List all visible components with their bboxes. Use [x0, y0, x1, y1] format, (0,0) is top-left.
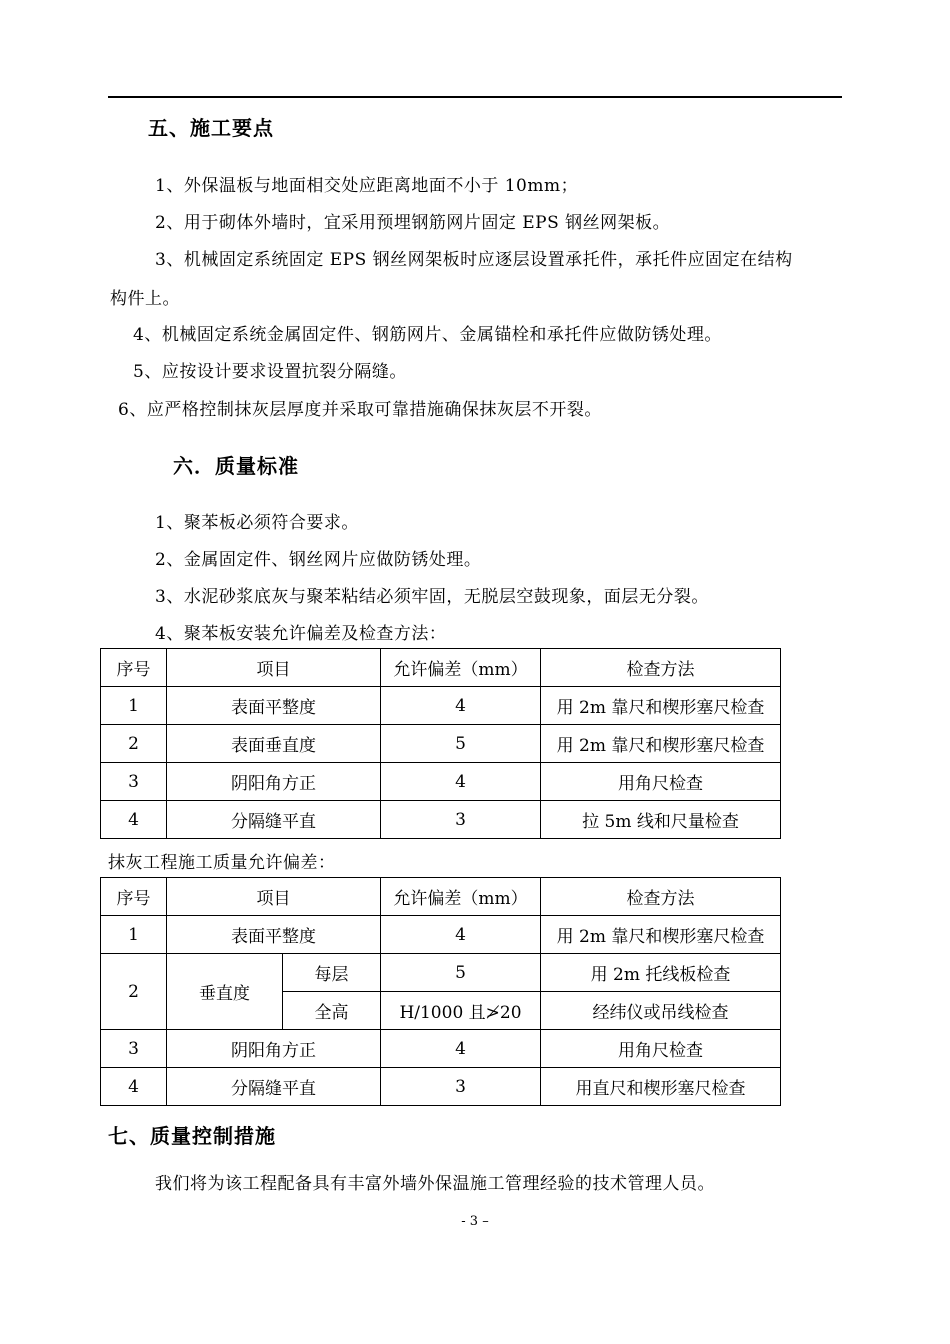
section5-item-2: 2、用于砌体外墙时，宜采用预埋钢筋网片固定 EPS 钢丝网架板。 [155, 213, 671, 233]
table-cell: 全高 [283, 992, 381, 1030]
table-cell: 5 [381, 954, 541, 992]
table-cell: 4 [381, 916, 541, 954]
section5-item-5: 5、应按设计要求设置抗裂分隔缝。 [133, 362, 407, 382]
section6-item-4: 4、聚苯板安装允许偏差及检查方法： [155, 624, 447, 644]
table-cell: 用 2m 靠尺和楔形塞尺检查 [541, 916, 781, 954]
table-cell: 3 [381, 1068, 541, 1106]
section7-title: 七、质量控制措施 [108, 1124, 276, 1148]
table-cell: 4 [381, 763, 541, 801]
table-cell: 1 [101, 916, 167, 954]
table-cell: 表面平整度 [167, 687, 381, 725]
section5-item-6: 6、应严格控制抹灰层厚度并采取可靠措施确保抹灰层不开裂。 [118, 400, 602, 420]
table-header-row [101, 649, 781, 687]
table-cell: 2 [101, 954, 167, 1030]
table-cell: 4 [101, 801, 167, 839]
header-cell: 检查方法 [541, 878, 781, 916]
table-cell: H/1000 且≯20 [381, 992, 541, 1030]
table-cell: 4 [381, 687, 541, 725]
section5-item-3-cont: 构件上。 [110, 289, 180, 309]
table-cell: 阴阳角方正 [167, 1030, 381, 1068]
header-cell: 项目 [167, 649, 381, 687]
table-row [101, 687, 781, 725]
table-cell: 3 [381, 801, 541, 839]
header-cell: 项目 [167, 878, 381, 916]
section6-item-3: 3、水泥砂浆底灰与聚苯粘结必须牢固，无脱层空鼓现象，面层无分裂。 [155, 587, 709, 607]
table-row [101, 954, 781, 992]
section6-item-1: 1、聚苯板必须符合要求。 [155, 513, 359, 533]
table-cell: 用角尺检查 [541, 1030, 781, 1068]
table-cell: 1 [101, 687, 167, 725]
table-cell: 用 2m 靠尺和楔形塞尺检查 [541, 725, 781, 763]
table-cell: 4 [381, 1030, 541, 1068]
section6-title: 六．质量标准 [173, 454, 299, 478]
section7-text: 我们将为该工程配备具有丰富外墙外保温施工管理经验的技术管理人员。 [155, 1174, 715, 1194]
table-cell: 分隔缝平直 [167, 1068, 381, 1106]
table-cell: 拉 5m 线和尺量检查 [541, 801, 781, 839]
header-cell: 允许偏差（mm） [381, 649, 541, 687]
table-cell: 3 [101, 763, 167, 801]
table-cell: 用角尺检查 [541, 763, 781, 801]
header-rule [108, 96, 842, 98]
table-header-row [101, 878, 781, 916]
table-row [101, 763, 781, 801]
table-cell: 每层 [283, 954, 381, 992]
table-row [101, 801, 781, 839]
table-cell: 分隔缝平直 [167, 801, 381, 839]
table-cell: 经纬仪或吊线检查 [541, 992, 781, 1030]
header-cell: 序号 [101, 649, 167, 687]
table-row [101, 725, 781, 763]
deviation-table-1 [100, 648, 781, 839]
table-cell: 用 2m 靠尺和楔形塞尺检查 [541, 687, 781, 725]
table-row [101, 916, 781, 954]
table-cell: 表面平整度 [167, 916, 381, 954]
table-cell: 3 [101, 1030, 167, 1068]
table-cell: 4 [101, 1068, 167, 1106]
table-cell: 用直尺和楔形塞尺检查 [541, 1068, 781, 1106]
table-cell: 2 [101, 725, 167, 763]
table-cell: 表面垂直度 [167, 725, 381, 763]
table-cell: 用 2m 托线板检查 [541, 954, 781, 992]
section6-item-2: 2、金属固定件、钢丝网片应做防锈处理。 [155, 550, 482, 570]
table-cell: 5 [381, 725, 541, 763]
section5-title: 五、施工要点 [148, 116, 274, 140]
section5-item-3: 3、机械固定系统固定 EPS 钢丝网架板时应逐层设置承托件，承托件应固定在结构 [155, 250, 793, 270]
header-cell: 检查方法 [541, 649, 781, 687]
section5-item-4: 4、机械固定系统金属固定件、钢筋网片、金属锚栓和承托件应做防锈处理。 [133, 325, 722, 345]
header-cell: 允许偏差（mm） [381, 878, 541, 916]
table-cell: 垂直度 [167, 954, 283, 1030]
table-cell: 阴阳角方正 [167, 763, 381, 801]
table-row [101, 1030, 781, 1068]
deviation-table-2 [100, 877, 781, 1106]
table-row [101, 1068, 781, 1106]
section5-item-1: 1、外保温板与地面相交处应距离地面不小于 10mm； [155, 176, 579, 196]
table2-caption: 抹灰工程施工质量允许偏差： [108, 853, 336, 873]
header-cell: 序号 [101, 878, 167, 916]
page-number: - 3 – [461, 1214, 489, 1229]
